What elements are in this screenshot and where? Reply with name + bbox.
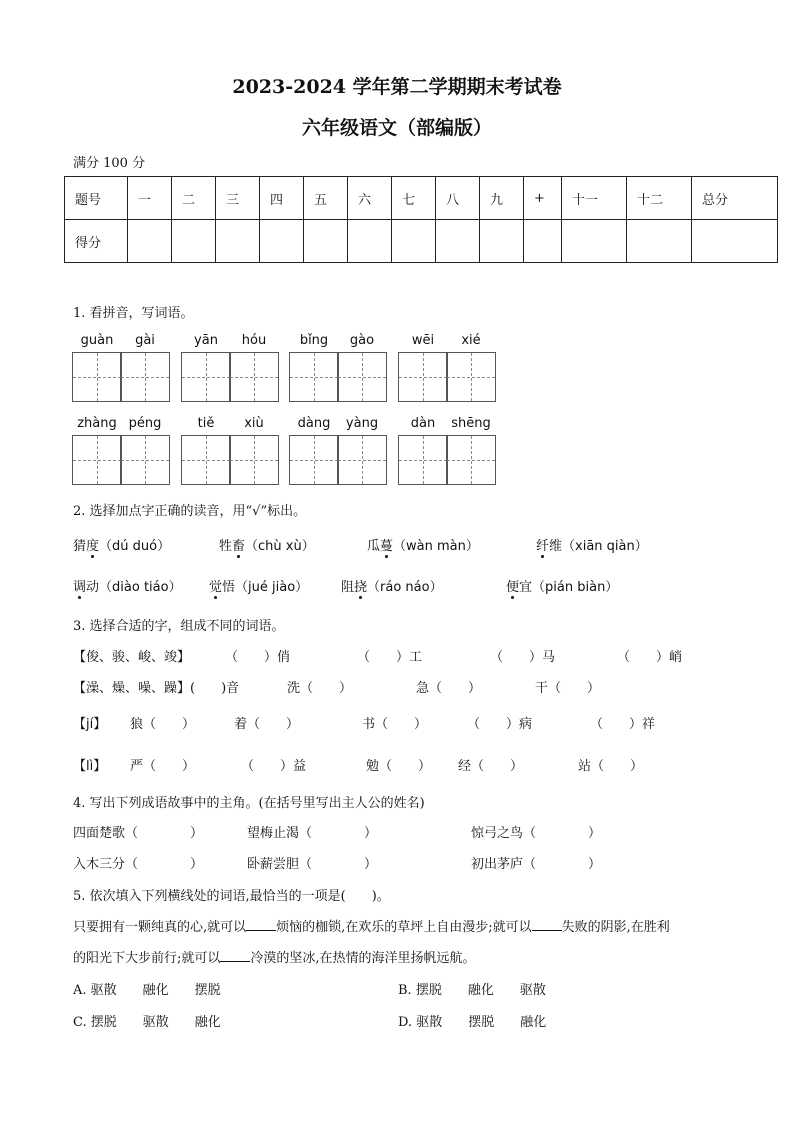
pinyin-label: zhàng [77, 416, 117, 431]
q2-dotted-char: 挠 [354, 580, 368, 595]
pinyin-label: hóu [241, 333, 267, 348]
writing-box[interactable] [120, 435, 170, 485]
q2-item [367, 535, 479, 554]
writing-box[interactable] [337, 352, 387, 402]
q3-fill-item[interactable]: 干（ ） [535, 681, 601, 696]
q4-prompt: 4. 写出下列成语故事中的主角。(在括号里写出主人公的姓名) [73, 796, 425, 811]
q2-char: 悟 [222, 580, 236, 595]
q5-option-a[interactable]: A. 驱散 融化 摆脱 [73, 983, 221, 998]
q5-text: 烦恼的枷锁,在欢乐的草坪上自由漫步;就可以 [276, 920, 532, 935]
score-cell[interactable] [304, 220, 348, 263]
q5-option-c[interactable]: C. 摆脱 驱散 融化 [73, 1015, 221, 1030]
writing-box[interactable] [72, 435, 122, 485]
writing-box[interactable] [398, 435, 448, 485]
writing-box[interactable] [337, 435, 387, 485]
pinyin-label: bǐng [299, 333, 329, 348]
exam-subtitle: 六年级语文（部编版） [301, 117, 492, 139]
q5-option-b[interactable]: B. 摆脱 融化 驱散 [398, 983, 546, 998]
q2-pinyin-options[interactable]: （xiān qiàn） [562, 539, 648, 554]
score-cell[interactable] [524, 220, 562, 263]
pinyin-label: shēng [451, 416, 491, 431]
q2-item [506, 576, 618, 595]
q3-fill-item[interactable]: 书（ ） [362, 717, 428, 732]
table-cell: 九 [480, 177, 524, 220]
q3-row2-label[interactable]: 【澡、燥、噪、躁】( )音 [73, 681, 240, 696]
score-cell[interactable] [692, 220, 778, 263]
table-cell: 十二 [627, 177, 692, 220]
score-cell[interactable] [216, 220, 260, 263]
q2-dotted-char: 畜 [232, 539, 246, 554]
q3-fill-item[interactable]: 勉（ ） [366, 759, 432, 774]
q2-dotted-char: 调 [73, 580, 87, 595]
table-cell: 五 [304, 177, 348, 220]
q2-char: 动 [86, 580, 100, 595]
q3-fill-item[interactable]: 狼（ ） [130, 717, 196, 732]
pinyin-label: gào [349, 333, 375, 348]
q3-fill-item[interactable]: 严（ ） [130, 759, 196, 774]
q3-fill-item[interactable]: （ ）工 [357, 650, 423, 665]
writing-box[interactable] [229, 435, 279, 485]
table-cell: 三 [216, 177, 260, 220]
score-table-score-row [65, 220, 778, 263]
q2-char: 牲 [219, 539, 233, 554]
writing-box[interactable] [289, 435, 339, 485]
q2-dotted-char: 蔓 [380, 539, 394, 554]
table-cell: 二 [172, 177, 216, 220]
score-cell[interactable] [260, 220, 304, 263]
writing-box[interactable] [181, 352, 231, 402]
q3-fill-item[interactable]: （ ）峭 [617, 650, 683, 665]
q3-fill-item[interactable]: 着（ ） [234, 717, 300, 732]
table-cell: 八 [436, 177, 480, 220]
q2-prompt: 2. 选择加点字正确的读音，用“√”标出。 [73, 504, 307, 519]
exam-title: 2023-2024 学年第二学期期末考试卷 [232, 76, 562, 98]
score-cell[interactable] [128, 220, 172, 263]
q2-pinyin-options[interactable]: （jué jiào） [235, 580, 309, 595]
q3-row3-label: 【jí】 [73, 717, 107, 732]
q5-blank[interactable] [246, 918, 276, 931]
pinyin-label: yān [194, 333, 218, 348]
q5-passage-line2 [73, 947, 476, 966]
q5-blank[interactable] [532, 918, 562, 931]
q5-text: 只要拥有一颗纯真的心,就可以 [73, 920, 247, 935]
q3-fill-item[interactable]: （ ）祥 [590, 717, 656, 732]
score-table-header-row [65, 177, 778, 220]
writing-box[interactable] [120, 352, 170, 402]
q2-char: 阻 [341, 580, 355, 595]
q3-prompt: 3. 选择合适的字，组成不同的词语。 [73, 619, 285, 634]
table-cell: + [524, 177, 562, 220]
q2-item [341, 576, 443, 595]
q2-pinyin-options[interactable]: （chù xù） [245, 539, 315, 554]
pinyin-label: dàng [297, 416, 331, 431]
q2-char: 瓜 [367, 539, 381, 554]
q2-item [536, 535, 648, 554]
q2-pinyin-options[interactable]: （dú duó） [99, 539, 171, 554]
q1-prompt: 1. 看拼音，写词语。 [73, 306, 194, 321]
writing-box[interactable] [446, 435, 496, 485]
q4-item[interactable]: 望梅止渴（ ） [247, 826, 378, 841]
q2-pinyin-options[interactable]: （ráo náo） [367, 580, 443, 595]
table-cell: 总分 [692, 177, 778, 220]
score-cell[interactable] [392, 220, 436, 263]
q2-item [73, 576, 182, 595]
q2-dotted-char: 便 [506, 580, 520, 595]
table-cell: 七 [392, 177, 436, 220]
q3-fill-item[interactable]: 站（ ） [578, 759, 644, 774]
score-cell[interactable] [436, 220, 480, 263]
pinyin-label: gài [135, 333, 155, 348]
q5-option-d[interactable]: D. 驱散 摆脱 融化 [398, 1015, 547, 1030]
table-cell: 题号 [65, 177, 128, 220]
q4-item[interactable]: 初出茅庐（ ） [471, 857, 602, 872]
pinyin-label: tiě [197, 416, 215, 431]
q3-fill-item[interactable]: 急（ ） [416, 681, 482, 696]
q2-pinyin-options[interactable]: （pián biàn） [532, 580, 619, 595]
table-cell: 六 [348, 177, 392, 220]
q4-item[interactable]: 卧薪尝胆（ ） [247, 857, 378, 872]
table-cell: 得分 [65, 220, 128, 263]
writing-box[interactable] [289, 352, 339, 402]
q4-item[interactable]: 四面楚歌（ ） [73, 826, 204, 841]
q5-text: 的阳光下大步前行;就可以 [73, 951, 221, 966]
q2-dotted-char: 纤 [536, 539, 550, 554]
score-table [64, 176, 778, 263]
q2-dotted-char: 觉 [209, 580, 223, 595]
q3-fill-item[interactable]: （ ）俏 [225, 650, 291, 665]
writing-box[interactable] [229, 352, 279, 402]
q2-item [209, 576, 308, 595]
table-cell: 十一 [562, 177, 627, 220]
table-cell: 四 [260, 177, 304, 220]
pinyin-label: guàn [80, 333, 114, 348]
pinyin-label: dàn [410, 416, 436, 431]
table-cell: 一 [128, 177, 172, 220]
full-score: 满分 100 分 [73, 156, 146, 171]
pinyin-label: wēi [411, 333, 435, 348]
q3-fill-item[interactable]: 洗（ ） [287, 681, 353, 696]
writing-box[interactable] [398, 352, 448, 402]
q3-fill-item[interactable]: 经（ ） [458, 759, 524, 774]
q2-item [219, 535, 315, 554]
q2-pinyin-options[interactable]: （wàn màn） [393, 539, 479, 554]
pinyin-label: xié [461, 333, 481, 348]
q2-char: 宜 [519, 580, 533, 595]
writing-box[interactable] [181, 435, 231, 485]
q2-dotted-char: 度 [86, 539, 100, 554]
q2-item [73, 535, 170, 554]
writing-box[interactable] [72, 352, 122, 402]
score-cell[interactable] [627, 220, 692, 263]
q2-pinyin-options[interactable]: （diào tiáo） [99, 580, 182, 595]
q3-row4-label: 【lì】 [73, 759, 107, 774]
q3-fill-item[interactable]: （ ）病 [467, 717, 533, 732]
q5-prompt: 5. 依次填入下列横线处的词语,最恰当的一项是( )。 [73, 889, 390, 904]
q4-item[interactable]: 入木三分（ ） [73, 857, 204, 872]
pinyin-label: xiù [244, 416, 264, 431]
score-cell[interactable] [562, 220, 627, 263]
pinyin-label: péng [128, 416, 162, 431]
q3-row1-label: 【俊、骏、峻、竣】 [73, 650, 191, 665]
score-cell[interactable] [480, 220, 524, 263]
pinyin-label: yàng [345, 416, 379, 431]
q4-item[interactable]: 惊弓之鸟（ ） [471, 826, 602, 841]
q5-text: 失败的阴影,在胜利 [561, 920, 670, 935]
q3-fill-item[interactable]: （ ）马 [490, 650, 556, 665]
q2-char: 猜 [73, 539, 87, 554]
q5-text: 冷漠的坚冰,在热情的海洋里扬帆远航。 [250, 951, 476, 966]
q2-char: 维 [549, 539, 563, 554]
q5-passage-line1 [73, 916, 670, 935]
writing-box[interactable] [446, 352, 496, 402]
score-cell[interactable] [348, 220, 392, 263]
score-cell[interactable] [172, 220, 216, 263]
q5-blank[interactable] [220, 949, 250, 962]
q3-fill-item[interactable]: （ ）益 [241, 759, 307, 774]
